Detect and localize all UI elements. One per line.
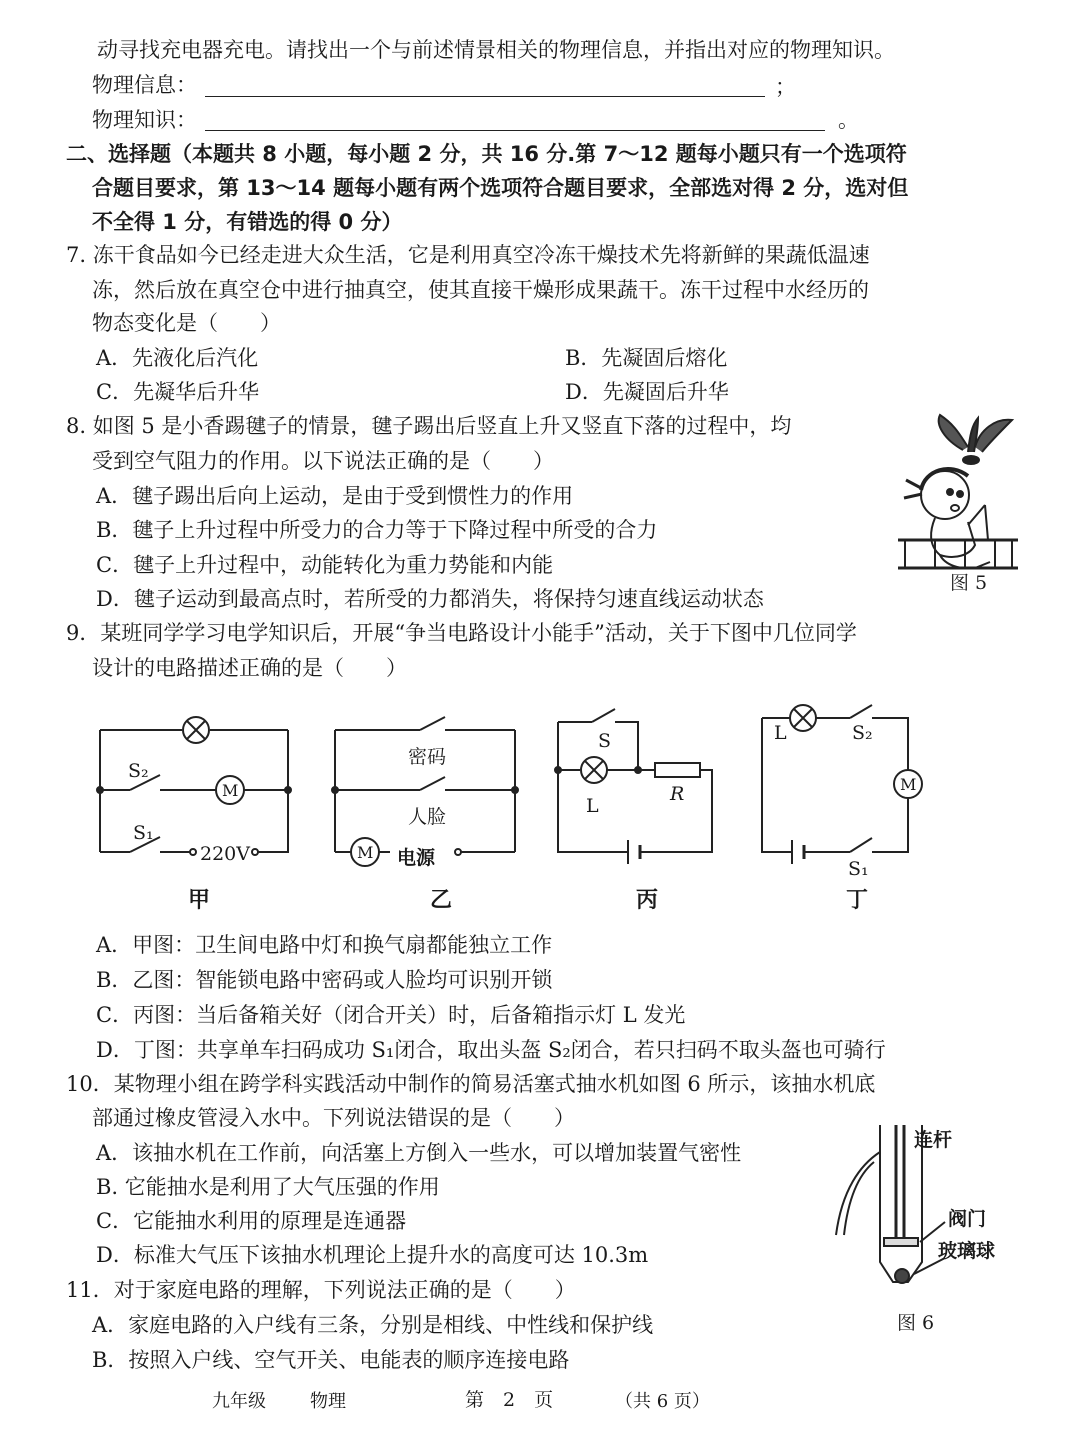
knowledge-end: 。 <box>838 108 859 132</box>
yi-source-label: 电源 <box>397 847 436 869</box>
yi-motor-label: M <box>357 843 374 862</box>
info-label: 物理信息： <box>92 73 197 97</box>
figure6-rod-label: 连杆 <box>914 1129 953 1151</box>
q9-line1: 9．某班同学学习电学知识后，开展“争当电路设计小能手”活动，关于下图中几位同学 <box>66 621 857 645</box>
q8-option-d[interactable]: D．毽子运动到最高点时，若所受的力都消失，将保持匀速直线运动状态 <box>96 587 764 611</box>
q8-option-a[interactable]: A．毽子踢出后向上运动，是由于受到惯性力的作用 <box>96 484 574 508</box>
q9-option-c[interactable]: C．丙图：当后备箱关好（闭合开关）时，后备箱指示灯 L 发光 <box>96 1003 686 1027</box>
ding-title: 丁 <box>846 888 869 913</box>
q7-option-c[interactable]: C．先凝华后升华 <box>96 380 260 404</box>
q10-option-b[interactable]: B. 它能抽水是利用了大气压强的作用 <box>96 1175 440 1199</box>
q10-line2: 部通过橡皮管浸入水中。下列说法错误的是（ ） <box>92 1106 575 1130</box>
jia-source-label: 220V <box>200 843 250 865</box>
q10-option-a[interactable]: A．该抽水机在工作前，向活塞上方倒入一些水，可以增加装置气密性 <box>96 1141 742 1165</box>
circuit-jia <box>97 717 291 855</box>
intro-line: 动寻找充电器充电。请找出一个与前述情景相关的物理信息，并指出对应的物理知识。 <box>97 38 895 62</box>
section2-line1: 二、选择题（本题共 8 小题，每小题 2 分，共 16 分.第 7～12 题每小题只有一个选项符 <box>66 142 907 166</box>
yi-title: 乙 <box>430 888 453 913</box>
yi-password-label: 密码 <box>408 746 447 768</box>
q7-line1: 7. 冻干食品如今已经走进大众生活，它是利用真空冷冻干燥技术先将新鲜的果蔬低温速 <box>66 243 870 267</box>
info-blank[interactable] <box>205 96 765 97</box>
figure6-ball-label: 玻璃球 <box>938 1240 996 1262</box>
figure6-valve-label: 阀门 <box>948 1208 987 1230</box>
bing-r-label: R <box>670 783 685 805</box>
q8-line2: 受到空气阻力的作用。以下说法正确的是（ ） <box>92 449 554 473</box>
knowledge-label: 物理知识： <box>92 108 197 132</box>
q8-option-b[interactable]: B．毽子上升过程中所受力的合力等于下降过程中所受的合力 <box>96 518 658 542</box>
q9-option-a[interactable]: A．甲图：卫生间电路中灯和换气扇都能独立工作 <box>96 933 553 957</box>
figure6-caption: 图 6 <box>897 1312 935 1334</box>
bing-s-label: S <box>598 730 612 752</box>
footer-page: 第 2 页 <box>465 1389 554 1411</box>
footer-subject: 物理 <box>310 1391 346 1412</box>
footer-total: （共 6 页） <box>615 1391 710 1412</box>
figure5-caption: 图 5 <box>950 572 988 594</box>
q8-option-c[interactable]: C．毽子上升过程中，动能转化为重力势能和内能 <box>96 553 554 577</box>
q11-option-b[interactable]: B．按照入户线、空气开关、电能表的顺序连接电路 <box>92 1348 570 1372</box>
section2-line3: 不全得 1 分，有错选的得 0 分） <box>92 210 403 234</box>
jia-title: 甲 <box>188 888 211 913</box>
bing-title: 丙 <box>636 888 659 913</box>
q9-line2: 设计的电路描述正确的是（ ） <box>92 656 407 680</box>
yi-face-label: 人脸 <box>408 806 447 828</box>
q9-option-b[interactable]: B．乙图：智能锁电路中密码或人脸均可识别开锁 <box>96 968 553 992</box>
q7-line3: 物态变化是（ ） <box>92 311 281 335</box>
section2-line2: 合题目要求，第 13～14 题每小题有两个选项符合题目要求，全部选对得 2 分，选对但 <box>92 176 909 200</box>
ding-motor-label: M <box>900 775 917 794</box>
q10-option-c[interactable]: C．它能抽水利用的原理是连通器 <box>96 1209 407 1233</box>
ding-l-label: L <box>774 722 787 744</box>
info-end: ； <box>775 75 796 99</box>
knowledge-blank[interactable] <box>205 130 825 131</box>
q8-line1: 8. 如图 5 是小香踢毽子的情景，毽子踢出后竖直上升又竖直下落的过程中，均 <box>66 414 792 438</box>
q10-line1: 10．某物理小组在跨学科实践活动中制作的简易活塞式抽水机如图 6 所示，该抽水机底 <box>66 1072 876 1096</box>
ding-s2-label: S₂ <box>852 722 873 744</box>
q11-option-a[interactable]: A．家庭电路的入户线有三条，分别是相线、中性线和保护线 <box>92 1313 654 1337</box>
q7-option-d[interactable]: D．先凝固后升华 <box>565 380 729 404</box>
circuit-bing <box>555 709 712 864</box>
q7-option-b[interactable]: B．先凝固后熔化 <box>565 346 728 370</box>
q10-option-d[interactable]: D．标准大气压下该抽水机理论上提升水的高度可达 10.3m <box>96 1243 649 1267</box>
q7-line2: 冻，然后放在真空仓中进行抽真空，使其直接干燥形成果蔬干。冻干过程中水经历的 <box>92 278 869 302</box>
jia-motor-label: M <box>222 781 239 800</box>
bing-l-label: L <box>586 795 599 817</box>
footer-grade: 九年级 <box>212 1391 266 1412</box>
ding-s1-label: S₁ <box>848 858 869 880</box>
q11-line1: 11．对于家庭电路的理解，下列说法正确的是（ ） <box>66 1278 576 1302</box>
jia-s2-label: S₂ <box>128 760 149 782</box>
jia-s1-label: S₁ <box>133 822 154 844</box>
q9-option-d[interactable]: D．丁图：共享单车扫码成功 S₁闭合，取出头盔 S₂闭合，若只扫码不取头盔也可骑行 <box>96 1038 886 1062</box>
q7-option-a[interactable]: A．先液化后汽化 <box>96 346 259 370</box>
